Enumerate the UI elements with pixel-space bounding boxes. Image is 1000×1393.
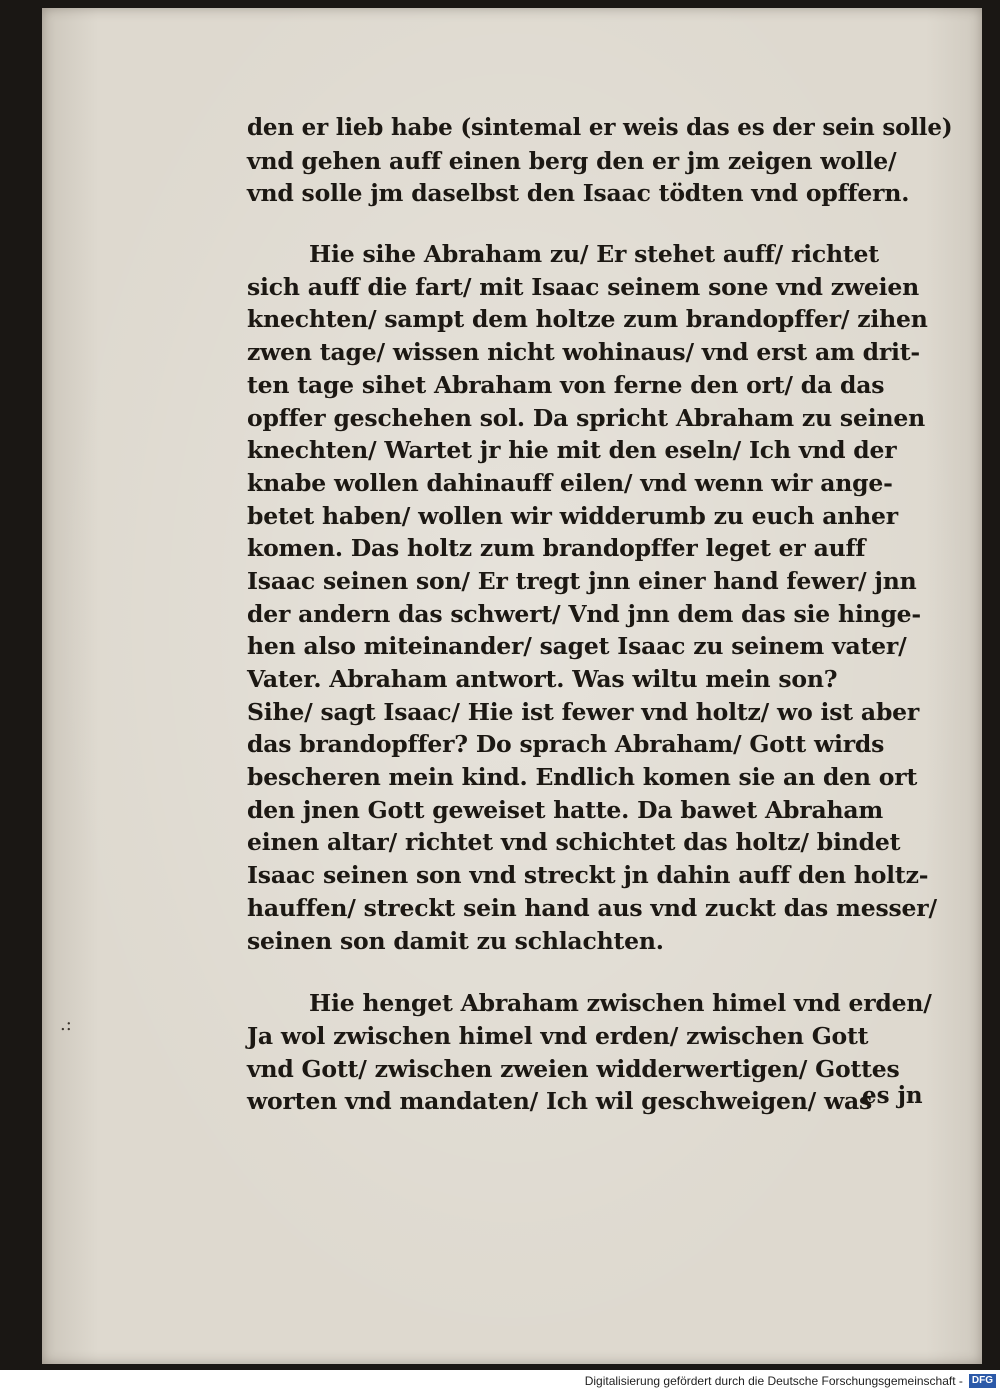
text-line: komen. Das holtz zum brandopffer leget er auff (247, 534, 866, 563)
text-line: den jnen Gott geweiset hatte. Da bawet Abraham (247, 795, 884, 824)
catchword: es jn (862, 1082, 923, 1109)
text-line: vnd gehen auff einen berg den er jm zeigen wolle/ (247, 146, 897, 175)
text-line: knechten/ Wartet jr hie mit den eseln/ Ich vnd der (247, 436, 897, 465)
paragraph-3 (247, 987, 947, 1118)
text-line: den er lieb habe (sintemal er weis das es der sein solle) (247, 114, 953, 141)
text-line: hen also miteinander/ saget Isaac zu seinem vater/ (247, 632, 907, 661)
text-line: vnd Gott/ zwischen zweien widderwertigen/ Gottes (247, 1054, 900, 1083)
text-line: Vater. Abraham antwort. Was wiltu mein son? (247, 665, 838, 693)
text-line: Ja wol zwischen himel vnd erden/ zwischen Gott (247, 1021, 869, 1050)
text-line: ten tage sihet Abraham von ferne den ort/ da das (247, 370, 885, 399)
text-line: seinen son damit zu schlachten. (247, 926, 664, 955)
text-line: opffer geschehen sol. Da spricht Abraham zu seinen (247, 403, 925, 432)
text-line: der andern das schwert/ Vnd jnn dem das sie hinge- (247, 599, 921, 628)
text-line: betet haben/ wollen wir widderumb zu euch anher (247, 501, 898, 530)
text-line: sich auff die fart/ mit Isaac seinem sone vnd zweien (247, 272, 920, 301)
text-line: Isaac seinen son/ Er tregt jnn einer hand fewer/ jnn (247, 566, 917, 595)
text-line: knechten/ sampt dem holtze zum brandopffer/ zihen (247, 305, 928, 334)
dfg-logo-icon: DFG (969, 1374, 996, 1388)
margin-mark: .: (60, 1014, 72, 1035)
text-line: Sihe/ sagt Isaac/ Hie ist fewer vnd holtz/ wo ist aber (247, 697, 920, 726)
text-line: einen altar/ richtet vnd schichtet das holtz/ bindet (247, 828, 901, 857)
text-line: das brandopffer? Do sprach Abraham/ Gott wirds (247, 730, 885, 759)
text-line: zwen tage/ wissen nicht wohinaus/ vnd erst am drit- (247, 338, 920, 367)
footer (0, 1370, 1000, 1393)
text-line: vnd solle jm daselbst den Isaac tödten vnd opffern. (247, 179, 910, 208)
paragraph-2 (247, 238, 947, 957)
text-line: Hie henget Abraham zwischen himel vnd erden/ (309, 989, 932, 1018)
page-text (247, 112, 953, 1118)
text-line: knabe wollen dahinauff eilen/ vnd wenn wir ange- (247, 468, 893, 497)
text-line: bescheren mein kind. Endlich komen sie an den ort (247, 763, 918, 792)
text-line: Isaac seinen son vnd streckt jn dahin auff den holtz- (247, 861, 929, 890)
paragraph-1 (247, 112, 953, 210)
text-line: worten vnd mandaten/ Ich wil geschweigen/ was (247, 1087, 873, 1116)
text-line: Hie sihe Abraham zu/ Er stehet auff/ richtet (309, 240, 879, 269)
footer-credit: Digitalisierung gefördert durch die Deutsche Forschungsgemeinschaft - (584, 1374, 963, 1388)
text-line: hauffen/ streckt sein hand aus vnd zuckt das messer/ (247, 893, 937, 922)
